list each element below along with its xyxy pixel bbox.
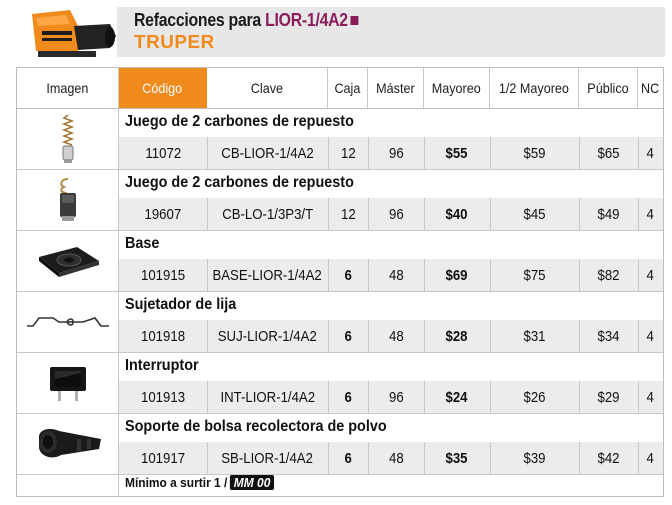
cell-clave: SB-LIOR-1/4A2 [221, 449, 314, 467]
cell-nc: 4 [646, 327, 655, 345]
list-item [17, 231, 663, 292]
title-square-mark [350, 16, 358, 25]
cell-clave: BASE-LIOR-1/4A2 [212, 266, 323, 284]
cell-master: 48 [388, 266, 404, 284]
parts-table [16, 67, 664, 497]
dust-bag-adapter-icon [17, 414, 118, 474]
item-name: Juego de 2 carbones de repuesto [125, 113, 354, 130]
col-header-publico: Público [579, 68, 638, 108]
cell-caja: 6 [344, 266, 352, 284]
col-header-master: Máster [368, 68, 424, 108]
item-name: Juego de 2 carbones de repuesto [125, 174, 354, 191]
cell-master: 96 [388, 205, 404, 223]
rocker-switch-icon [17, 353, 118, 413]
cell-codigo: 101915 [140, 266, 186, 284]
cell-medio-mayoreo: $26 [523, 388, 546, 406]
list-item [17, 414, 663, 475]
cell-caja: 6 [344, 327, 352, 345]
item-name: Sujetador de lija [125, 296, 237, 313]
minimum-order-note [125, 475, 274, 490]
page-title [134, 10, 358, 32]
list-item [17, 109, 663, 170]
cell-caja: 6 [344, 388, 352, 406]
cell-mayoreo: $28 [445, 327, 469, 345]
table-row [119, 320, 663, 352]
carbon-brush-block-icon [17, 170, 118, 230]
orbital-sander-icon [18, 4, 118, 59]
cell-master: 96 [388, 388, 404, 406]
cell-clave: CB-LIOR-1/4A2 [221, 144, 314, 162]
item-name: Base [125, 235, 160, 252]
cell-codigo: 101913 [140, 388, 186, 406]
cell-codigo: 19607 [144, 205, 182, 223]
cell-clave: CB-LO-1/3P3/T [222, 205, 313, 223]
list-item [17, 292, 663, 353]
cell-caja: 12 [340, 205, 356, 223]
table-row [119, 137, 663, 169]
cell-mayoreo: $69 [445, 266, 469, 284]
col-header-imagen: Imagen [17, 68, 119, 108]
col-header-clave: Clave [207, 68, 328, 108]
cell-clave: SUJ-LIOR-1/4A2 [217, 327, 318, 345]
cell-nc: 4 [646, 144, 655, 162]
table-row [119, 259, 663, 291]
cell-publico: $29 [597, 388, 620, 406]
wire-clip-icon [17, 292, 118, 352]
col-header-codigo[interactable]: Código [119, 68, 207, 108]
col-header-nc: NC [641, 80, 660, 96]
cell-codigo: 101918 [140, 327, 186, 345]
title-prefix: Refacciones para [134, 10, 261, 30]
sander-base-plate-icon [17, 231, 118, 291]
cell-caja: 6 [344, 449, 352, 467]
cell-nc: 4 [646, 266, 655, 284]
cell-caja: 12 [340, 144, 356, 162]
cell-mayoreo: $24 [445, 388, 469, 406]
table-row [119, 198, 663, 230]
mm-badge: MM 00 [230, 475, 274, 490]
cell-nc: 4 [646, 388, 655, 406]
cell-medio-mayoreo: $59 [523, 144, 546, 162]
title-model: LIOR-1/4A2 [265, 10, 348, 30]
cell-mayoreo: $35 [445, 449, 469, 467]
item-name: Soporte de bolsa recolectora de polvo [125, 418, 387, 435]
table-row [119, 442, 663, 474]
cell-nc: 4 [646, 205, 655, 223]
carbon-brush-spring-icon [17, 109, 118, 169]
cell-publico: $49 [597, 205, 620, 223]
cell-mayoreo: $55 [445, 144, 469, 162]
cell-master: 48 [388, 327, 404, 345]
list-item [17, 353, 663, 414]
table-row [119, 381, 663, 413]
cell-publico: $42 [597, 449, 620, 467]
brand-logo: TRUPER [134, 32, 215, 52]
cell-master: 96 [388, 144, 404, 162]
cell-nc: 4 [646, 449, 655, 467]
cell-medio-mayoreo: $75 [523, 266, 546, 284]
cell-clave: INT-LIOR-1/4A2 [220, 388, 315, 406]
col-header-mayoreo: Mayoreo [424, 68, 490, 108]
cell-publico: $34 [597, 327, 620, 345]
col-header-medio-mayoreo: 1/2 Mayoreo [490, 68, 579, 108]
list-item [17, 170, 663, 231]
item-name: Interruptor [125, 357, 199, 374]
cell-mayoreo: $40 [445, 205, 469, 223]
minimum-order-label: Mínimo a surtir 1 / [125, 475, 228, 490]
cell-medio-mayoreo: $31 [523, 327, 546, 345]
cell-publico: $65 [597, 144, 620, 162]
cell-master: 48 [388, 449, 404, 467]
cell-medio-mayoreo: $39 [523, 449, 546, 467]
cell-codigo: 101917 [140, 449, 186, 467]
cell-publico: $82 [597, 266, 620, 284]
col-header-caja: Caja [328, 68, 368, 108]
cell-medio-mayoreo: $45 [523, 205, 546, 223]
cell-codigo: 11072 [145, 144, 181, 162]
